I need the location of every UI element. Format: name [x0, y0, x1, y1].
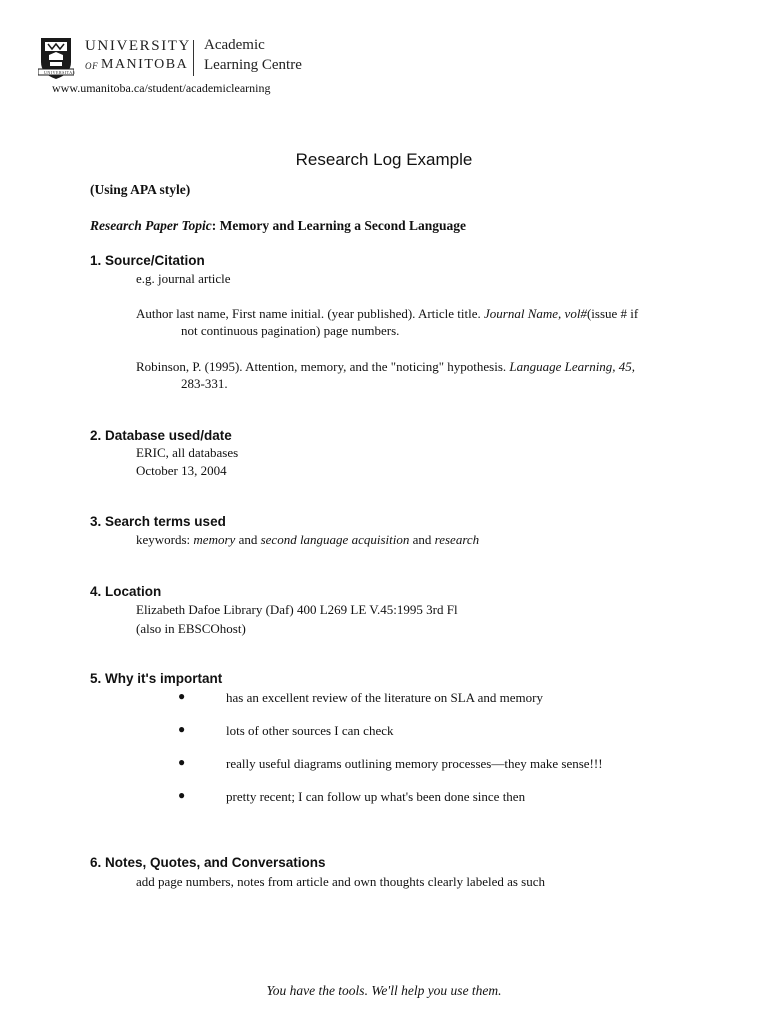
crest-ribbon-text: UNIVERSITAS [44, 70, 76, 75]
section-location-heading: 4. Location [90, 584, 162, 599]
citation-template-part1: Author last name, First name initial. (year published). Article title. [136, 306, 485, 321]
section-importance-heading: 5. Why it's important [90, 671, 223, 686]
search-keywords [136, 531, 479, 548]
section-notes-heading: 6. Notes, Quotes, and Conversations [90, 855, 326, 870]
location-line2: (also in EBSCOhost) [136, 621, 246, 636]
logo-university: UNIVERSITY [85, 38, 191, 54]
importance-item-text: pretty recent; I can follow up what's been done since then [226, 789, 526, 804]
section-database-heading: 2. Database used/date [90, 428, 232, 443]
section-search-terms-heading: 3. Search terms used [90, 514, 226, 529]
location-line1: Elizabeth Dafoe Library (Daf) 400 L269 LE V.45:1995 3rd Fl [136, 602, 458, 617]
bullet-icon: ● [178, 722, 186, 736]
keyword-sla: second language acquisition [260, 532, 410, 547]
section-source-heading: 1. Source/Citation [90, 253, 205, 268]
page-title: Research Log Example [295, 150, 473, 169]
citation-template-line2: not continuous pagination) page numbers. [181, 323, 400, 338]
bullet-icon: ● [178, 788, 186, 802]
logo-divider [193, 40, 194, 76]
keyword-memory: memory [193, 532, 236, 547]
topic-label: Research Paper Topic [90, 218, 212, 233]
logo-of: OF [85, 61, 99, 71]
notes-text: add page numbers, notes from article and own thoughts clearly labeled as such [136, 874, 546, 889]
database-line2: October 13, 2004 [136, 463, 227, 478]
database-line1: ERIC, all databases [136, 445, 239, 460]
citation-template-part2: (issue # if [586, 306, 639, 321]
citation-example-part1: Robinson, P. (1995). Attention, memory, and the "noticing" hypothesis. [136, 359, 510, 374]
logo-manitoba: MANITOBA [101, 57, 189, 72]
citation-example-line2: 283-331. [181, 376, 228, 391]
importance-item-text: lots of other sources I can check [226, 723, 394, 738]
citation-template [136, 305, 638, 322]
website-url[interactable]: www.umanitoba.ca/student/academiclearning [52, 81, 271, 95]
keywords-prefix: keywords: [136, 532, 194, 547]
subtitle: (Using APA style) [90, 182, 191, 197]
importance-item-text: has an excellent review of the literature on SLA and memory [226, 690, 543, 705]
university-logo [38, 36, 306, 82]
logo-unit-line1: Academic [204, 37, 265, 53]
citation-example-italic: Language Learning, 45, [509, 359, 636, 374]
topic-value: Memory and Learning a Second Language [216, 218, 467, 233]
research-topic [90, 217, 466, 234]
citation-template-italic: Journal Name, vol# [484, 306, 587, 321]
keyword-and-1: and [235, 532, 261, 547]
logo-unit-line2: Learning Centre [204, 57, 302, 73]
source-example-type: e.g. journal article [136, 271, 231, 286]
importance-item-text: really useful diagrams outlining memory processes—they make sense!!! [226, 756, 603, 771]
keyword-and-2: and [409, 532, 435, 547]
bullet-icon: ● [178, 755, 186, 769]
bullet-icon: ● [178, 689, 186, 703]
topic-colon: : [211, 218, 217, 233]
footer-tagline: You have the tools. We'll help you use them. [266, 983, 502, 998]
citation-example [136, 358, 635, 375]
keyword-research: research [434, 532, 480, 547]
